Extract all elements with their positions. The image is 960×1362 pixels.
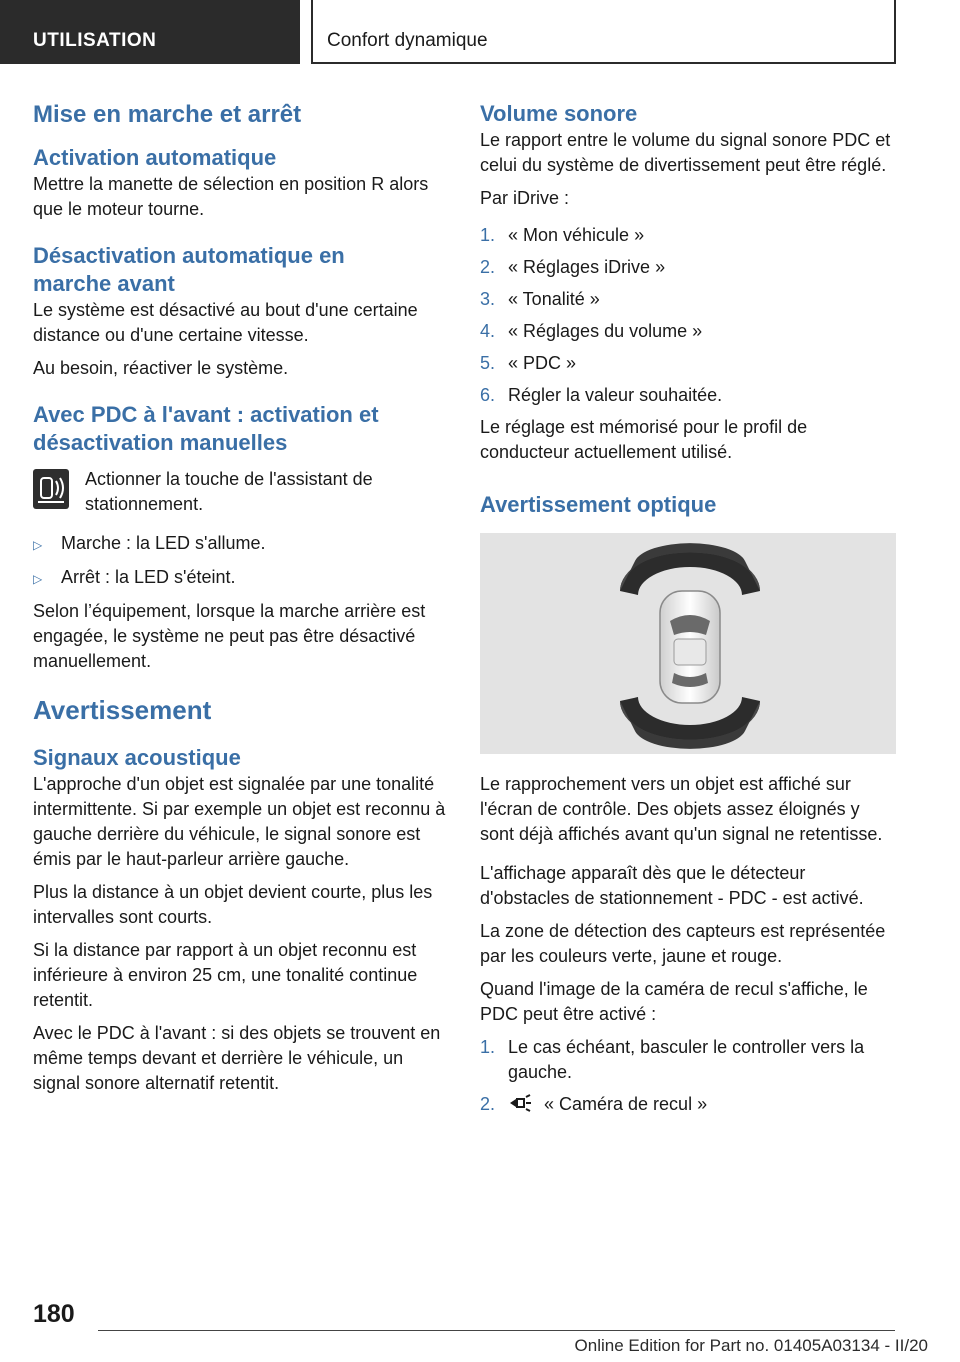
- volume-p1: Le rapport entre le volume du signal sonore PDC et celui du système de divertissement peut être réglé.: [480, 130, 891, 175]
- auto-on-text: Mettre la manette de sélection en position R alors que le moteur tourne.: [33, 174, 429, 219]
- acoustic-p1: L'approche d'un objet est signalée par une tonalité intermittente. Si par exemple un objet est reconnu à gauche derrière du véhicule, le signal sonore est émis par le haut-parleur arrière gauche.: [33, 774, 446, 869]
- list-item: 1. « Mon véhicule »: [480, 225, 645, 245]
- list-item: 2. « Caméra de recul »: [480, 1094, 708, 1114]
- acoustic-p3: Si la distance par rapport à un objet reconnu est inférieure à environ 25 cm, une tonalité continue retentit.: [33, 940, 418, 1010]
- volume-p2: Par iDrive :: [480, 188, 570, 208]
- park-assist-button-icon: [33, 469, 69, 509]
- left-column: [33, 100, 447, 1104]
- right-column: [480, 100, 896, 1124]
- auto-off-heading: Désactivation automatique en marche avant: [33, 243, 345, 296]
- optical-heading: Avertissement optique: [480, 492, 717, 517]
- rear-camera-icon: [508, 1094, 532, 1112]
- optical-p2: L'affichage apparaît dès que le détecteur d'obstacles de stationnement - PDC - est activé.: [480, 863, 864, 908]
- volume-heading: Volume sonore: [480, 101, 638, 126]
- list-item: 6. Régler la valeur souhaitée.: [480, 385, 723, 405]
- page-number: 180: [33, 1300, 75, 1328]
- auto-off-text: Le système est désactivé au bout d'une certaine distance ou d'une certaine vitesse.: [33, 300, 418, 345]
- acoustic-p2: Plus la distance à un objet devient courte, plus les intervalles sont courts.: [33, 882, 433, 927]
- list-item: 2. « Réglages iDrive »: [480, 257, 666, 277]
- header-chapter: Confort dynamique: [327, 30, 488, 51]
- park-assist-row: [33, 467, 447, 517]
- header-section-tab: [0, 0, 300, 64]
- optical-p1: Le rapprochement vers un objet est affiché sur l'écran de contrôle. Des objets assez éloignés y sont déjà affichés avant qu'un signal ne retentisse.: [480, 774, 883, 844]
- footer-divider: [98, 1330, 895, 1331]
- optical-p4: Quand l'image de la caméra de recul s'affiche, le PDC peut être activé :: [480, 979, 868, 1024]
- park-assist-text: Actionner la touche de l'assistant de stationnement.: [85, 469, 373, 514]
- auto-off-text-2: Au besoin, réactiver le système.: [33, 358, 289, 378]
- manual-heading: Avec PDC à l'avant : activation et désactivation manuelles: [33, 402, 379, 455]
- manual-text: Selon l’équipement, lorsque la marche arrière est engagée, le système ne peut pas être désactivé manuellement.: [33, 601, 426, 671]
- optical-p3: La zone de détection des capteurs est représentée par les couleurs verte, jaune et rouge.: [480, 921, 886, 966]
- pdc-display-illustration: [480, 533, 896, 754]
- volume-p3: Le réglage est mémorisé pour le profil de conducteur actuellement utilisé.: [480, 417, 808, 462]
- list-item: 5. « PDC »: [480, 353, 577, 373]
- edition-note: Online Edition for Part no. 01405A03134 - II/20: [574, 1336, 928, 1355]
- header-chapter-tab: [311, 0, 896, 64]
- auto-on-heading: Activation automatique: [33, 145, 277, 170]
- section-title: Mise en marche et arrêt: [33, 101, 302, 128]
- warning-title: Avertissement: [33, 695, 212, 725]
- acoustic-p4: Avec le PDC à l'avant : si des objets se trouvent en même temps devant et derrière le véhicule, un signal sonore alternatif retentit.: [33, 1023, 441, 1093]
- list-item: 1. Le cas échéant, basculer le controller vers la gauche.: [480, 1037, 865, 1082]
- acoustic-heading: Signaux acoustique: [33, 745, 241, 770]
- list-item: ▷ Marche : la LED s'allume.: [33, 531, 447, 558]
- list-item: ▷ Arrêt : la LED s'éteint.: [33, 565, 447, 592]
- bullet-triangle-icon: ▷: [33, 572, 43, 586]
- list-item: 4. « Réglages du volume »: [480, 321, 703, 341]
- list-item: 3. « Tonalité »: [480, 289, 600, 309]
- bullet-triangle-icon: ▷: [33, 538, 43, 552]
- header-section: UTILISATION: [33, 30, 157, 51]
